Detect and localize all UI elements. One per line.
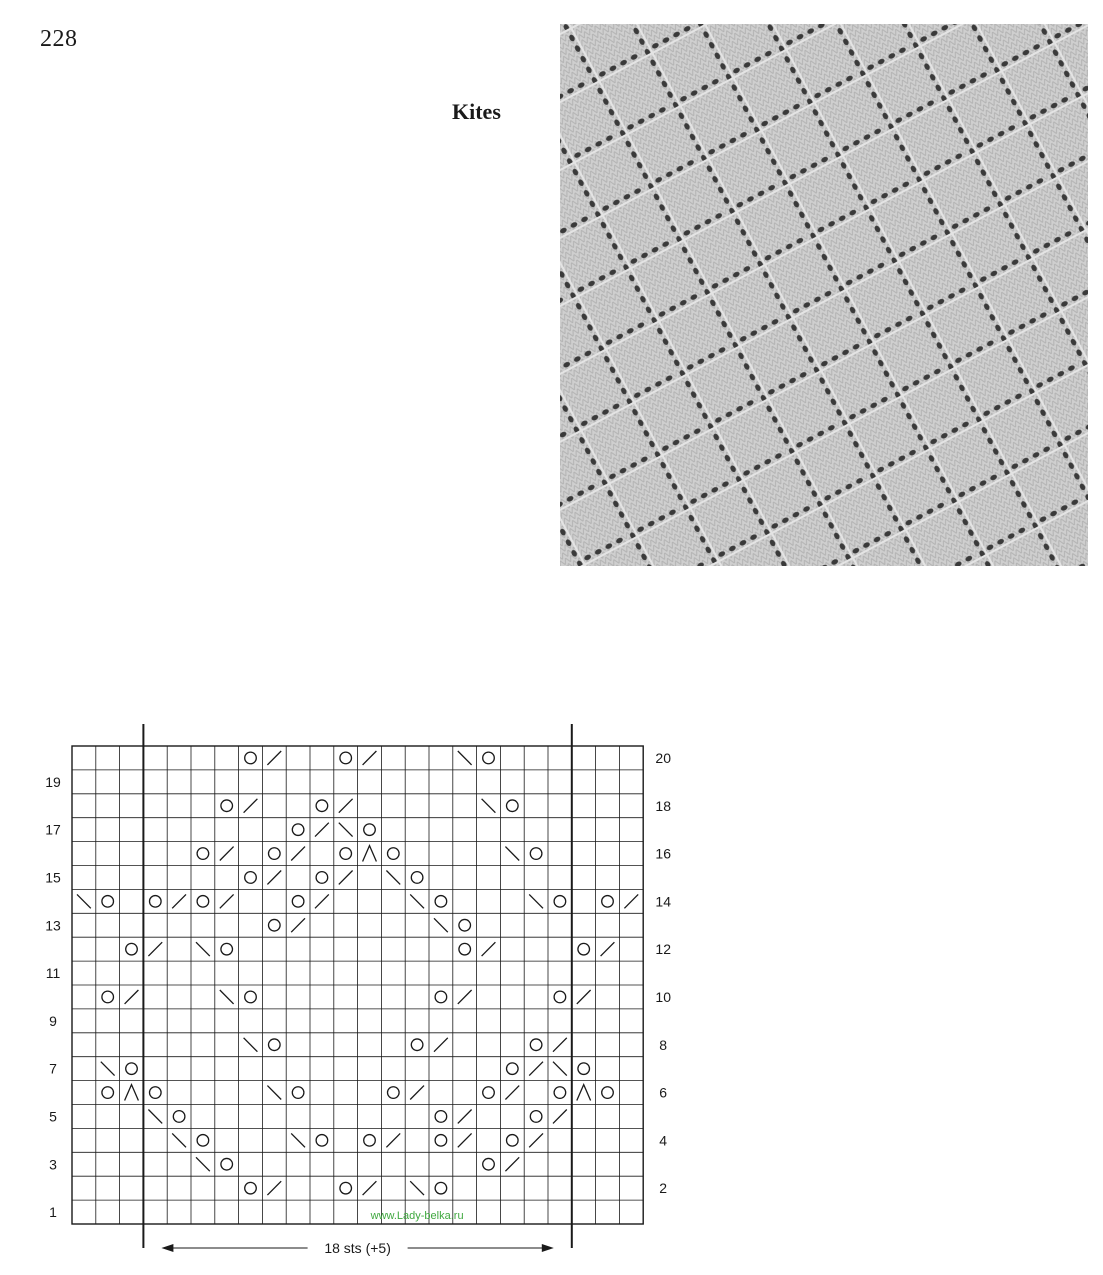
yarn-over-symbol bbox=[292, 1087, 304, 1099]
row-number-left: 15 bbox=[45, 869, 61, 886]
k2tog-symbol bbox=[363, 1181, 377, 1195]
yarn-over-symbol bbox=[245, 1182, 257, 1194]
k2tog-symbol bbox=[339, 871, 353, 885]
row-number-left: 7 bbox=[49, 1060, 57, 1077]
yarn-over-symbol bbox=[507, 1063, 519, 1075]
ssk-symbol bbox=[196, 1157, 210, 1171]
row-number-right: 10 bbox=[655, 988, 671, 1005]
yarn-over-symbol bbox=[340, 1182, 352, 1194]
ssk-symbol bbox=[244, 1038, 258, 1052]
k2tog-symbol bbox=[148, 942, 162, 956]
lace-swatch-photo bbox=[560, 24, 1088, 566]
k2tog-symbol bbox=[363, 751, 377, 765]
k2tog-symbol bbox=[220, 847, 234, 861]
ssk-symbol bbox=[196, 942, 210, 956]
k2tog-symbol bbox=[291, 847, 305, 861]
ssk-symbol bbox=[220, 990, 234, 1004]
yarn-over-symbol bbox=[435, 991, 447, 1003]
yarn-over-symbol bbox=[316, 800, 328, 812]
k2tog-symbol bbox=[458, 990, 472, 1004]
knitting-chart bbox=[0, 700, 700, 1270]
ssk-symbol bbox=[386, 871, 400, 885]
pattern-title: Kites bbox=[452, 99, 501, 124]
yarn-over-symbol bbox=[554, 991, 566, 1003]
row-number-left: 19 bbox=[45, 773, 61, 790]
k2tog-symbol bbox=[267, 871, 281, 885]
k2tog-symbol bbox=[482, 942, 496, 956]
k2tog-symbol bbox=[125, 990, 139, 1004]
yarn-over-symbol bbox=[388, 848, 400, 860]
k2tog-symbol bbox=[529, 1062, 543, 1076]
yarn-over-symbol bbox=[292, 896, 304, 908]
ssk-symbol bbox=[505, 847, 519, 861]
row-number-left: 5 bbox=[49, 1108, 57, 1125]
page-number: 228 bbox=[40, 26, 78, 52]
yarn-over-symbol bbox=[483, 1158, 495, 1170]
yarn-over-symbol bbox=[602, 1087, 614, 1099]
k2tog-symbol bbox=[529, 1133, 543, 1147]
k2tog-symbol bbox=[386, 1133, 400, 1147]
row-number-left: 9 bbox=[49, 1012, 57, 1029]
yarn-over-symbol bbox=[269, 1039, 281, 1051]
repeat-label: 18 sts (+5) bbox=[324, 1240, 391, 1256]
ssk-symbol bbox=[410, 1181, 424, 1195]
row-numbers-right bbox=[655, 750, 671, 1196]
row-number-right: 4 bbox=[659, 1132, 668, 1149]
yarn-over-symbol bbox=[459, 943, 471, 955]
row-number-left: 13 bbox=[45, 917, 61, 934]
yarn-over-symbol bbox=[197, 1135, 209, 1147]
row-number-right: 16 bbox=[655, 845, 671, 862]
yarn-over-symbol bbox=[554, 896, 566, 908]
yarn-over-symbol bbox=[530, 1039, 542, 1051]
yarn-over-symbol bbox=[435, 1182, 447, 1194]
k2tog-symbol bbox=[624, 894, 638, 908]
k2tog-symbol bbox=[505, 1157, 519, 1171]
yarn-over-symbol bbox=[340, 848, 352, 860]
yarn-over-symbol bbox=[530, 1111, 542, 1123]
yarn-over-symbol bbox=[221, 800, 233, 812]
k2tog-symbol bbox=[339, 799, 353, 813]
ssk-symbol bbox=[77, 894, 91, 908]
row-number-left: 3 bbox=[49, 1156, 57, 1173]
k2tog-symbol bbox=[410, 1086, 424, 1100]
k2tog-symbol bbox=[267, 751, 281, 765]
yarn-over-symbol bbox=[245, 991, 257, 1003]
ssk-symbol bbox=[267, 1086, 281, 1100]
k2tog-symbol bbox=[577, 990, 591, 1004]
yarn-over-symbol bbox=[292, 824, 304, 836]
k2tog-symbol bbox=[553, 1110, 567, 1124]
k2tog-symbol bbox=[553, 1038, 567, 1052]
yarn-over-symbol bbox=[102, 991, 114, 1003]
yarn-over-symbol bbox=[150, 1087, 162, 1099]
yarn-over-symbol bbox=[221, 1158, 233, 1170]
yarn-over-symbol bbox=[245, 752, 257, 764]
ssk-symbol bbox=[434, 918, 448, 932]
yarn-over-symbol bbox=[269, 848, 281, 860]
row-number-right: 20 bbox=[655, 749, 671, 766]
k2tog-symbol bbox=[220, 894, 234, 908]
yarn-over-symbol bbox=[150, 896, 162, 908]
yarn-over-symbol bbox=[102, 1087, 114, 1099]
s2kp-symbol bbox=[125, 1085, 139, 1101]
yarn-over-symbol bbox=[459, 919, 471, 931]
yarn-over-symbol bbox=[411, 872, 423, 884]
k2tog-symbol bbox=[244, 799, 258, 813]
row-number-right: 14 bbox=[655, 893, 671, 910]
row-number-right: 8 bbox=[659, 1036, 668, 1053]
s2kp-symbol bbox=[363, 846, 377, 862]
yarn-over-symbol bbox=[435, 896, 447, 908]
row-number-left: 11 bbox=[45, 965, 61, 982]
yarn-over-symbol bbox=[245, 872, 257, 884]
yarn-over-symbol bbox=[173, 1111, 185, 1123]
k2tog-symbol bbox=[601, 942, 615, 956]
yarn-over-symbol bbox=[483, 1087, 495, 1099]
ssk-symbol bbox=[458, 751, 472, 765]
yarn-over-symbol bbox=[221, 943, 233, 955]
chart-grid bbox=[72, 746, 643, 1224]
yarn-over-symbol bbox=[435, 1111, 447, 1123]
k2tog-symbol bbox=[505, 1086, 519, 1100]
ssk-symbol bbox=[529, 894, 543, 908]
k2tog-symbol bbox=[315, 894, 329, 908]
yarn-over-symbol bbox=[340, 752, 352, 764]
repeat-indicator bbox=[161, 1240, 553, 1256]
yarn-over-symbol bbox=[483, 752, 495, 764]
k2tog-symbol bbox=[267, 1181, 281, 1195]
yarn-over-symbol bbox=[197, 896, 209, 908]
yarn-over-symbol bbox=[411, 1039, 423, 1051]
yarn-over-symbol bbox=[435, 1135, 447, 1147]
ssk-symbol bbox=[291, 1133, 305, 1147]
yarn-over-symbol bbox=[388, 1087, 400, 1099]
row-number-left: 1 bbox=[49, 1204, 57, 1221]
k2tog-symbol bbox=[434, 1038, 448, 1052]
ssk-symbol bbox=[553, 1062, 567, 1076]
ssk-symbol bbox=[339, 823, 353, 837]
ssk-symbol bbox=[482, 799, 496, 813]
row-number-right: 12 bbox=[655, 941, 671, 958]
yarn-over-symbol bbox=[102, 896, 114, 908]
row-numbers-left bbox=[45, 774, 61, 1220]
yarn-over-symbol bbox=[269, 919, 281, 931]
yarn-over-symbol bbox=[197, 848, 209, 860]
yarn-over-symbol bbox=[126, 1063, 138, 1075]
yarn-over-symbol bbox=[507, 800, 519, 812]
ssk-symbol bbox=[148, 1110, 162, 1124]
yarn-over-symbol bbox=[578, 1063, 590, 1075]
k2tog-symbol bbox=[458, 1133, 472, 1147]
row-number-right: 18 bbox=[655, 797, 671, 814]
watermark: www.Lady-belka.ru bbox=[370, 1210, 464, 1222]
yarn-over-symbol bbox=[507, 1135, 519, 1147]
ssk-symbol bbox=[101, 1062, 115, 1076]
yarn-over-symbol bbox=[316, 872, 328, 884]
k2tog-symbol bbox=[172, 894, 186, 908]
k2tog-symbol bbox=[315, 823, 329, 837]
row-number-right: 6 bbox=[659, 1084, 668, 1101]
s2kp-symbol bbox=[577, 1085, 591, 1101]
swatch-texture bbox=[560, 24, 1088, 566]
k2tog-symbol bbox=[291, 918, 305, 932]
yarn-over-symbol bbox=[126, 943, 138, 955]
yarn-over-symbol bbox=[554, 1087, 566, 1099]
ssk-symbol bbox=[172, 1133, 186, 1147]
row-number-right: 2 bbox=[659, 1180, 668, 1197]
yarn-over-symbol bbox=[578, 943, 590, 955]
yarn-over-symbol bbox=[316, 1135, 328, 1147]
k2tog-symbol bbox=[458, 1110, 472, 1124]
row-number-left: 17 bbox=[45, 821, 61, 838]
yarn-over-symbol bbox=[364, 1135, 376, 1147]
ssk-symbol bbox=[410, 894, 424, 908]
yarn-over-symbol bbox=[530, 848, 542, 860]
yarn-over-symbol bbox=[364, 824, 376, 836]
yarn-over-symbol bbox=[602, 896, 614, 908]
